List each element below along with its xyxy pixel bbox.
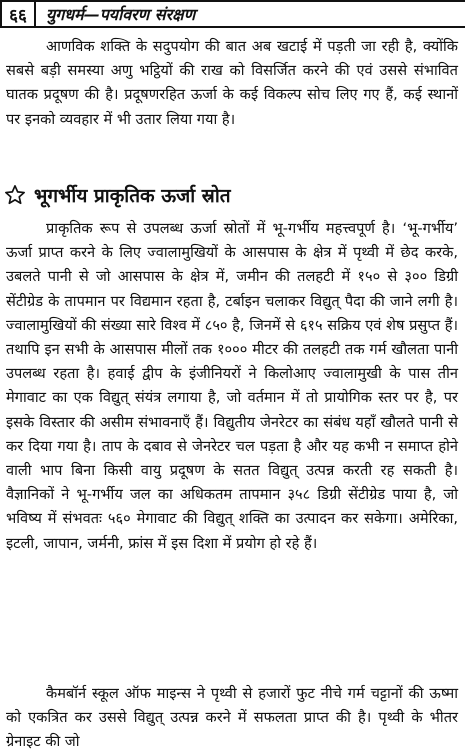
section-heading-text: भूगर्भीय प्राकृतिक ऊर्जा स्रोत — [34, 185, 231, 207]
page-number: ६६ — [0, 0, 36, 28]
running-title: युगधर्म—पर्यावरण संरक्षण — [36, 0, 465, 28]
section-heading — [4, 180, 460, 210]
star-outline-icon — [4, 184, 26, 206]
intro-paragraph: आणविक शक्ति के सदुपयोग की बात अब खटाई में पड़ती जा रही है, क्योंकि सबसे बड़ी समस्या अणु भट्ठियों की राख को विसर्जित करने की एवं उससे संभावित घातक प्रदूषण की है। प्रदूषणरहित ऊर्जा के कई विकल्प सोच लिए गए हैं, कई स्थानों पर इनको व्यवहार में भी उतार लिया गया है। — [6, 38, 458, 128]
cambourne-paragraph: कैमबॉर्न स्कूल ऑफ माइन्स ने पृथ्वी से हजारों फुट नीचे गर्म चट्टानों की ऊष्मा को एकत्रित कर उससे विद्युत् उत्पन्न करने में सफलता प्राप्त की है। पृथ्वी के भीतर ग्रेनाइट की जो — [6, 685, 458, 751]
geothermal-paragraph: प्राकृतिक रूप से उपलब्ध ऊर्जा स्रोतों में भू-गर्भीय महत्त्वपूर्ण है। ‘भू-गर्भीय’ ऊर्जा प्राप्त करने के लिए ज्वालामुखियों के आसपास के क्षेत्र में पृथ्वी में छेद करके, उबलते पानी से जो आसपास के क्षेत्र में, जमीन की तलहटी में १५० से ३०० डिग्री सेंटीग्रेड के तापमान पर विद्यमान रहता है, टर्बाइन चलाकर विद्युत् पैदा की जाने लगी है। ज्वालामुखियों की संख्या सारे विश्व में ८५० है, जिनमें से ६१५ सक्रिय एवं शेष प्रसुप्त हैं। तथापि इन सभी के आसपास मीलों तक १००० मीटर की तलहटी तक गर्म खौलता पानी उपलब्ध रहता है। हवाई द्वीप के इंजीनियरों ने किलोआए ज्वालामुखी के पास तीन मेगावाट का एक विद्युत् संयंत्र लगाया है, जो वर्तमान में तो प्रायोगिक स्तर पर है, पर इसके विस्तार की असीम संभावनाएँ हैं। विद्युतीय जेनरेटर का संबंध यहाँ खौलते पानी से कर दिया गया है। ताप के दबाव से जेनरेटर चल पड़ता है और यह कभी न समाप्त होने वाली भाप बिना किसी वायु प्रदूषण के सतत विद्युत् उत्पन्न करती रह सकती है। वैज्ञानिकों ने भू-गर्भीय जल का अधिकतम तापमान ३५८ डिग्री सेंटीग्रेड पाया है, जो भविष्य में संभवतः ५६० मेगावाट की विद्युत् शक्ति का उत्पादन कर सकेगा। अमेरिका, इटली, जापान, जर्मनी, फ्रांस में इस दिशा में प्रयोग हो रहे हैं। — [6, 220, 458, 552]
page-header — [0, 0, 465, 30]
